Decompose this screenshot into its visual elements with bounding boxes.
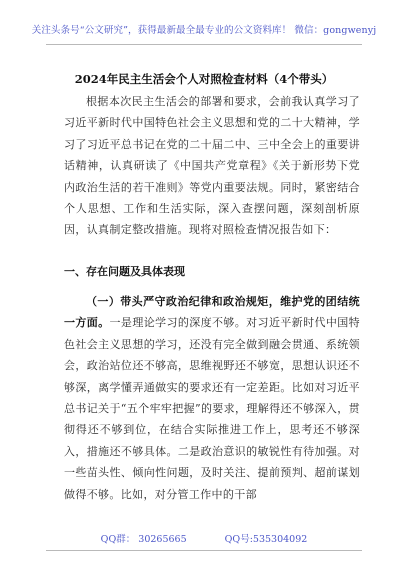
subsection-body-1: 一是理论学习的深度不够。对习近平新时代中国特色社会主义思想的学习，还没有完全做到融会贯通、系统领会，政治站位还不够高，思维视野还不够宽，思想认识还不够深，离学懂弄通做实的要求还有一定差距。比如对习近平总书记关于“五个牢牢把握”的要求，理解得还不够深入，贯彻得还不够到位，在结合实际推进工作上，思考还不够深入，措施还不够具体。二是政治意识的敏锐性有待加强。对一些苗头性、倾向性问题，及时关注、提前预判、超前谋划做得不够。比如，对分管工作中的干部 <box>64 316 360 501</box>
subsection-lead-1: （一）带头严守政治纪律和政治规矩，维护党的团结统一方面。 <box>64 295 360 330</box>
footer-qq-number: QQ号:535304092 <box>224 534 308 545</box>
section-heading-1: 一、存在问题及具体表现 <box>64 265 185 278</box>
document-title: 2024年民主生活会个人对照检查材料（4个带头） <box>74 72 334 86</box>
intro-paragraph: 根据本次民主生活会的部署和要求，会前我认真学习了习近平新时代中国特色社会主义思想和党的二十大精神，学习了习近平总书记在党的二十届二中、三中全会上的重要讲话精神，认真研读了《中国共产党章程》《关于新形势下党内政治生活的若干准则》等党内重要法规。同时，紧密结合个人思想、工作和生活实际，深入查摆问题，深刻剖析原因，认真制定整改措施。现将对照检查情况报告如下： <box>64 95 360 237</box>
footer-contact <box>0 531 408 545</box>
subsection-paragraph-1 <box>64 291 360 505</box>
header-promo-note: 关注头条号“公文研究”，获得最新最全最专业的公文资料库！ 微信：gongwenyj <box>31 25 377 36</box>
footer-qq-group: QQ群： 30265665 <box>100 534 187 545</box>
header-divider <box>46 44 362 45</box>
footer-divider <box>46 550 362 551</box>
